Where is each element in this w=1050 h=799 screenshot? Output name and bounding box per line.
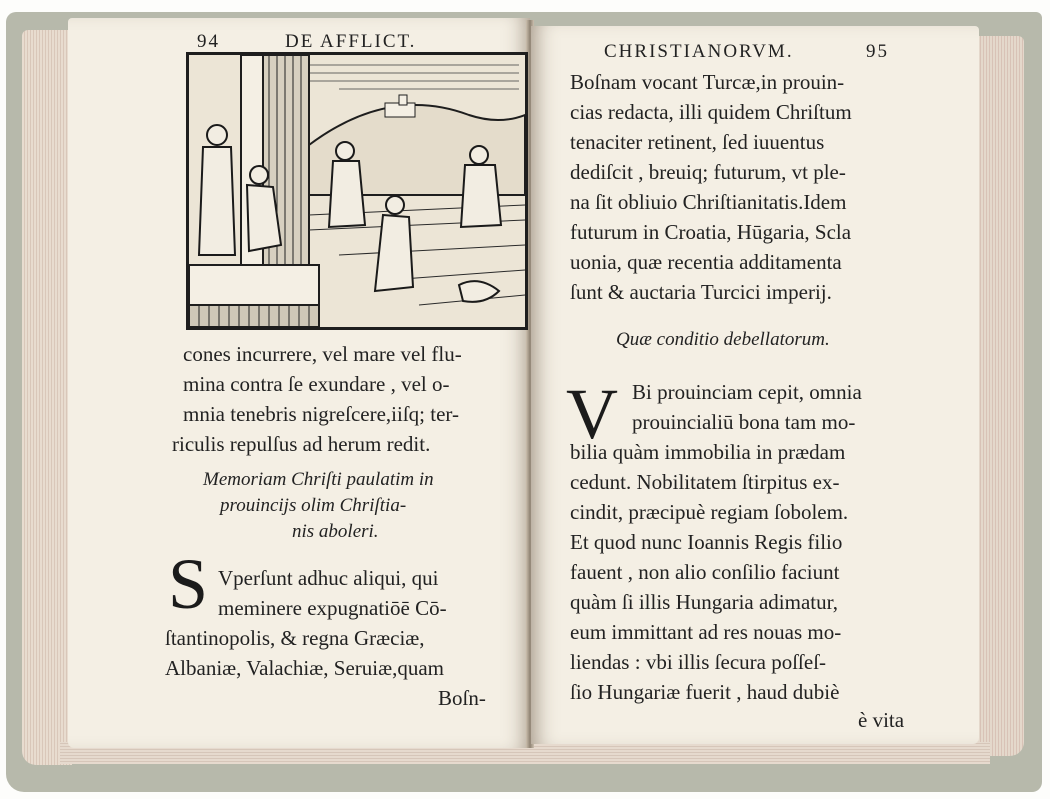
page-edges-right	[972, 36, 1024, 756]
right-text-line: dediſcit , breuiq; futurum, vt ple-	[570, 160, 846, 184]
page-edges-left	[22, 30, 72, 765]
right-drop-cap: V	[566, 374, 618, 454]
right-text-line: tenaciter retinent, ſed iuuentus	[570, 130, 825, 154]
left-catchword: Boſn-	[438, 686, 486, 710]
right-heading: Quæ conditio debellatorum.	[616, 329, 830, 350]
right-text-line: uonia, quæ recentia additamenta	[570, 250, 842, 274]
right-text-line: quàm ſi illis Hungaria adimatur,	[570, 590, 839, 614]
right-page-number: 95	[866, 41, 889, 62]
left-text-line: ſtantinopolis, & regna Græciæ,	[165, 626, 425, 650]
left-running-head: DE AFFLICT.	[285, 31, 417, 52]
right-text-line: cindit, præcipuè regiam ſobolem.	[570, 500, 849, 524]
left-drop-cap: S	[168, 544, 209, 624]
right-text-line: na ſit obliuio Chriſtianitatis.Idem	[570, 190, 847, 214]
right-text-line: Et quod nunc Ioannis Regis filio	[570, 530, 843, 554]
left-heading-line: prouincijs olim Chriſtia-	[220, 495, 407, 516]
left-text-line: Albaniæ, Valachiæ, Seruiæ,quam	[165, 656, 444, 680]
left-heading-line: Memoriam Chriſti paulatim in	[203, 469, 434, 490]
right-text-line: bilia quàm immobilia in prædam	[570, 440, 846, 464]
right-text-line: cias redacta, illi quidem Chriſtum	[570, 100, 852, 124]
woodcut-illustration-icon	[186, 52, 528, 330]
right-text-line: Bi prouinciam cepit, omnia	[632, 380, 862, 404]
left-text-line: mina contra ſe exundare , vel o-	[183, 372, 450, 396]
left-page-number: 94	[197, 31, 220, 52]
right-text-line: cedunt. Nobilitatem ſtirpitus ex-	[570, 470, 840, 494]
left-heading-line: nis aboleri.	[292, 521, 379, 542]
right-text-line: ſio Hungariæ fuerit , haud dubiè	[570, 680, 840, 704]
right-text-line: ſunt & auctaria Turcici imperij.	[570, 280, 832, 304]
right-text-line: futurum in Croatia, Hūgaria, Scla	[570, 220, 852, 244]
right-text-line: Boſnam vocant Turcæ,in prouin-	[570, 70, 845, 94]
right-text-line: eum immittant ad res nouas mo-	[570, 620, 842, 644]
left-text-line: cones incurrere, vel mare vel flu-	[183, 342, 462, 366]
right-text-line: prouincialiū bona tam mo-	[632, 410, 856, 434]
left-text-line: riculis repulſus ad herum redit.	[172, 432, 431, 456]
left-text-line: Vperſunt adhuc aliqui, qui	[218, 566, 439, 590]
left-text-line: mnia tenebris nigreſcere,iiſq; ter-	[183, 402, 459, 426]
right-catchword: è vita	[858, 708, 905, 732]
right-running-head: CHRISTIANORVM.	[604, 41, 794, 62]
right-text-line: liendas : vbi illis ſecura poſſeſ-	[570, 650, 827, 674]
left-text-line: meminere expugnatiōē Cō-	[218, 596, 447, 620]
right-text-line: fauent , non alio conſilio faciunt	[570, 560, 840, 584]
